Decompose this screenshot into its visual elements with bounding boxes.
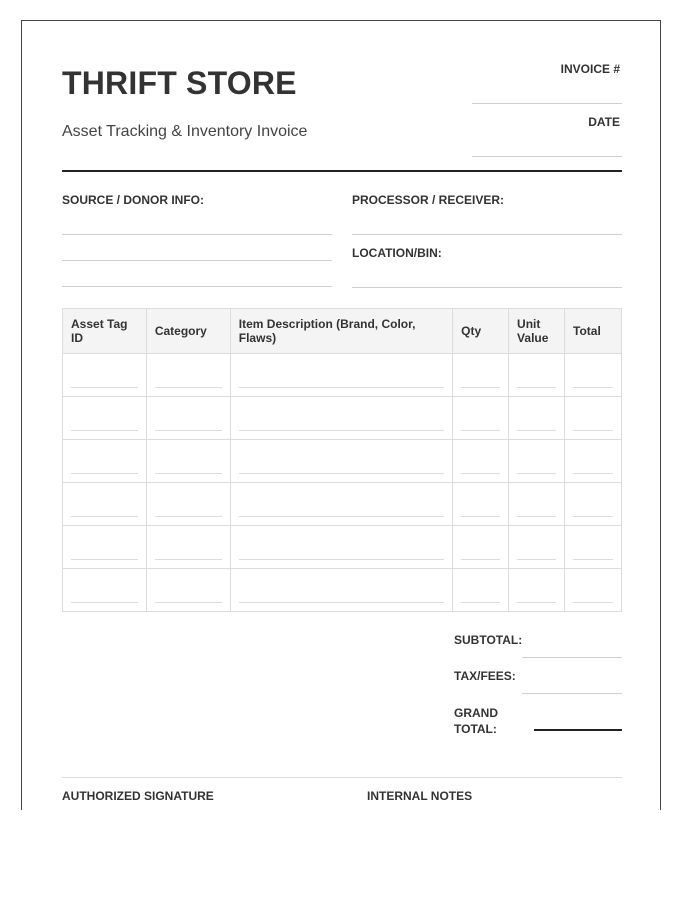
invoice-subtitle: Asset Tracking & Inventory Invoice — [62, 123, 308, 140]
cell-qty[interactable] — [453, 440, 509, 483]
cell-category[interactable] — [146, 483, 230, 526]
table-row — [63, 397, 622, 440]
cell-unit-value[interactable] — [509, 483, 565, 526]
cell-qty[interactable] — [453, 526, 509, 569]
cell-entry-line — [71, 602, 138, 603]
column-header-unit-value: Unit Value — [509, 309, 565, 354]
cell-entry-line — [155, 602, 222, 603]
cell-asset-tag[interactable] — [63, 354, 147, 397]
items-table — [62, 308, 622, 612]
cell-entry-line — [573, 516, 613, 517]
column-header-category: Category — [146, 309, 230, 354]
cell-entry-line — [461, 559, 500, 560]
cell-unit-value[interactable] — [509, 397, 565, 440]
subtotal-label: SUBTOTAL: — [454, 633, 523, 647]
table-row — [63, 440, 622, 483]
column-header-total: Total — [565, 309, 622, 354]
cell-asset-tag[interactable] — [63, 526, 147, 569]
table-row — [63, 569, 622, 612]
cell-entry-line — [461, 430, 500, 431]
cell-entry-line — [517, 559, 556, 560]
cell-unit-value[interactable] — [509, 354, 565, 397]
grand-total-label-line-2: TOTAL: — [454, 722, 497, 736]
cell-entry-line — [573, 559, 613, 560]
cell-qty[interactable] — [453, 354, 509, 397]
location-bin-label: LOCATION/BIN: — [352, 246, 442, 260]
cell-entry-line — [239, 516, 444, 517]
internal-notes-label: INTERNAL NOTES — [367, 789, 473, 803]
cell-entry-line — [517, 516, 556, 517]
cell-description[interactable] — [230, 440, 452, 483]
cell-total[interactable] — [565, 526, 622, 569]
cell-asset-tag[interactable] — [63, 440, 147, 483]
cell-category[interactable] — [146, 526, 230, 569]
cell-entry-line — [517, 602, 556, 603]
subtotal-field[interactable] — [522, 657, 622, 658]
cell-unit-value[interactable] — [509, 440, 565, 483]
cell-entry-line — [461, 387, 500, 388]
cell-description[interactable] — [230, 397, 452, 440]
header-divider — [62, 170, 622, 172]
cell-entry-line — [71, 430, 138, 431]
cell-entry-line — [461, 602, 500, 603]
cell-qty[interactable] — [453, 483, 509, 526]
cell-qty[interactable] — [453, 397, 509, 440]
cell-category[interactable] — [146, 569, 230, 612]
cell-entry-line — [239, 430, 444, 431]
cell-entry-line — [71, 516, 138, 517]
cell-entry-line — [239, 387, 444, 388]
cell-category[interactable] — [146, 354, 230, 397]
processor-receiver-label: PROCESSOR / RECEIVER: — [352, 193, 505, 207]
invoice-page — [21, 20, 661, 810]
cell-description[interactable] — [230, 526, 452, 569]
grand-total-field[interactable] — [534, 729, 622, 731]
source-donor-field-3[interactable] — [62, 286, 332, 287]
cell-total[interactable] — [565, 397, 622, 440]
cell-entry-line — [239, 473, 444, 474]
table-row — [63, 483, 622, 526]
cell-description[interactable] — [230, 354, 452, 397]
cell-asset-tag[interactable] — [63, 483, 147, 526]
tax-fees-field[interactable] — [522, 693, 622, 694]
column-header-asset-tag: Asset Tag ID — [63, 309, 147, 354]
cell-unit-value[interactable] — [509, 569, 565, 612]
cell-category[interactable] — [146, 440, 230, 483]
cell-total[interactable] — [565, 483, 622, 526]
cell-entry-line — [573, 387, 613, 388]
cell-total[interactable] — [565, 569, 622, 612]
store-title: THRIFT STORE — [62, 65, 297, 101]
cell-entry-line — [517, 387, 556, 388]
location-bin-field[interactable] — [352, 287, 622, 288]
cell-entry-line — [155, 430, 222, 431]
cell-description[interactable] — [230, 569, 452, 612]
cell-asset-tag[interactable] — [63, 397, 147, 440]
cell-entry-line — [155, 387, 222, 388]
cell-entry-line — [155, 516, 222, 517]
source-donor-label: SOURCE / DONOR INFO: — [62, 193, 205, 207]
date-field[interactable] — [472, 156, 622, 157]
cell-entry-line — [573, 473, 613, 474]
cell-total[interactable] — [565, 440, 622, 483]
cell-category[interactable] — [146, 397, 230, 440]
cell-entry-line — [155, 559, 222, 560]
source-donor-field-1[interactable] — [62, 234, 332, 235]
cell-unit-value[interactable] — [509, 526, 565, 569]
table-header-row — [63, 309, 622, 354]
cell-entry-line — [155, 473, 222, 474]
invoice-number-field[interactable] — [472, 103, 622, 104]
cell-entry-line — [461, 516, 500, 517]
cell-asset-tag[interactable] — [63, 569, 147, 612]
table-row — [63, 354, 622, 397]
cell-entry-line — [573, 602, 613, 603]
table-row — [63, 526, 622, 569]
invoice-number-label: INVOICE # — [560, 62, 620, 76]
tax-fees-label: TAX/FEES: — [454, 669, 516, 683]
cell-entry-line — [517, 430, 556, 431]
cell-entry-line — [71, 387, 138, 388]
footer-divider — [62, 777, 622, 778]
cell-entry-line — [517, 473, 556, 474]
cell-entry-line — [573, 430, 613, 431]
cell-entry-line — [239, 602, 444, 603]
cell-entry-line — [71, 559, 138, 560]
column-header-qty: Qty — [453, 309, 509, 354]
cell-qty[interactable] — [453, 569, 509, 612]
date-label: DATE — [588, 115, 620, 129]
grand-total-label-line-1: GRAND — [454, 706, 498, 720]
source-donor-field-2[interactable] — [62, 260, 332, 261]
authorized-signature-label: AUTHORIZED SIGNATURE — [62, 789, 214, 803]
cell-total[interactable] — [565, 354, 622, 397]
cell-entry-line — [71, 473, 138, 474]
cell-entry-line — [461, 473, 500, 474]
cell-description[interactable] — [230, 483, 452, 526]
column-header-description: Item Description (Brand, Color, Flaws) — [230, 309, 452, 354]
grand-total-label — [454, 705, 498, 737]
processor-receiver-field[interactable] — [352, 234, 622, 235]
cell-entry-line — [239, 559, 444, 560]
